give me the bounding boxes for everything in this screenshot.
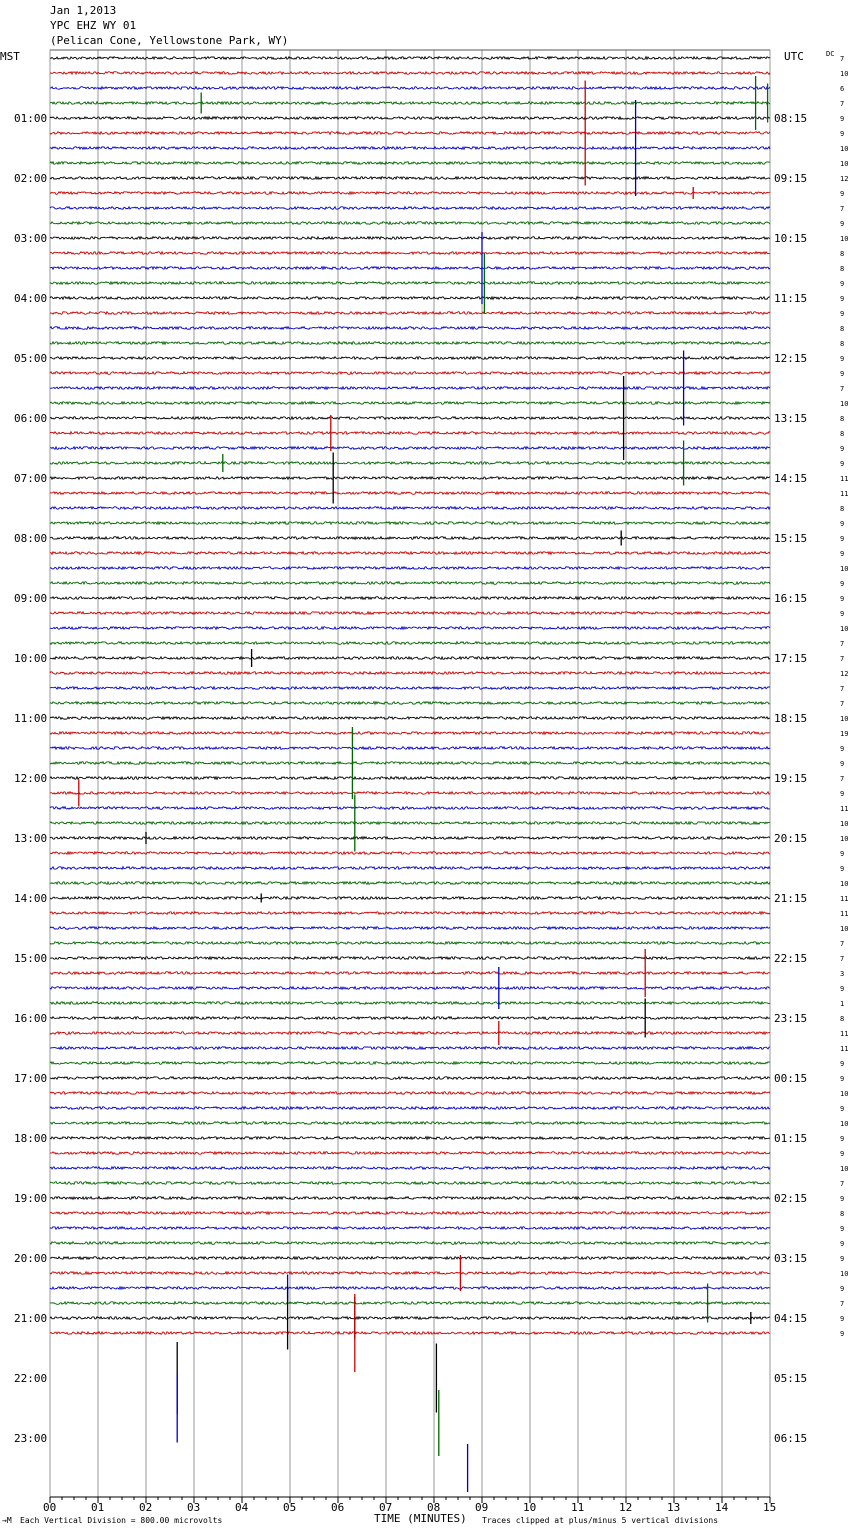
left-hour-label: 14:00 (14, 892, 48, 905)
right-hour-label: 15:15 (774, 532, 808, 545)
trace-42 (50, 687, 770, 690)
minute-gridlines (50, 50, 770, 1497)
right-hour-label: 05:15 (774, 1372, 808, 1385)
trace-8 (50, 177, 770, 180)
dc-offset-value: 9 (840, 1330, 845, 1338)
left-hour-label: 06:00 (14, 412, 48, 425)
x-tick-label: 02 (139, 1501, 153, 1514)
trace-53 (50, 852, 770, 855)
x-tick-label: 12 (619, 1501, 633, 1514)
trace-56 (50, 897, 770, 900)
dc-offset-value: 7 (840, 385, 845, 393)
trace-34 (50, 567, 770, 570)
dc-offset-value: 11 (840, 805, 849, 813)
trace-67 (50, 1062, 770, 1065)
left-hour-label: 11:00 (14, 712, 48, 725)
dc-offset-value: 10 (840, 1165, 849, 1173)
trace-82 (50, 1287, 770, 1290)
trace-43 (50, 702, 770, 705)
trace-33 (50, 552, 770, 555)
left-hour-label: 21:00 (14, 1312, 48, 1325)
x-tick-label: 00 (43, 1501, 57, 1514)
trace-35 (50, 582, 770, 585)
trace-23 (50, 402, 770, 405)
left-hour-label: 22:00 (14, 1372, 48, 1385)
trace-76 (50, 1197, 770, 1200)
right-hour-label: 03:15 (774, 1252, 808, 1265)
trace-3 (50, 102, 770, 105)
dc-offset-value: 10 (840, 835, 849, 843)
trace-6 (50, 147, 770, 150)
x-tick-label: 10 (523, 1501, 537, 1514)
trace-13 (50, 252, 770, 255)
dc-offset-value: 9 (840, 1105, 845, 1113)
trace-19 (50, 342, 770, 345)
dc-offset-value: 10 (840, 820, 849, 828)
dc-offset-value: 10 (840, 70, 849, 78)
x-tick-label: 14 (715, 1501, 729, 1514)
dc-offset-value: 9 (840, 595, 845, 603)
right-hour-label: 00:15 (774, 1072, 808, 1085)
dc-offset-value: 10 (840, 1120, 849, 1128)
left-hour-label: 08:00 (14, 532, 48, 545)
dc-offset-value: 8 (840, 430, 845, 438)
right-hour-label: 10:15 (774, 232, 808, 245)
dc-offset-value: 9 (840, 985, 845, 993)
dc-offset-value: 1 (840, 1000, 845, 1008)
trace-24 (50, 417, 770, 420)
dc-offset-value: 9 (840, 220, 845, 228)
trace-78 (50, 1227, 770, 1230)
dc-offset-value: 12 (840, 670, 849, 678)
dc-offset-value: 10 (840, 400, 849, 408)
dc-offset-value: 11 (840, 1030, 849, 1038)
dc-offset-value: 7 (840, 640, 845, 648)
trace-72 (50, 1137, 770, 1140)
left-hour-label: 18:00 (14, 1132, 48, 1145)
right-hour-label: 06:15 (774, 1432, 808, 1445)
dc-offset-value: 7 (840, 940, 845, 948)
dc-offset-value: 9 (840, 850, 845, 858)
dc-offset-value: 7 (840, 955, 845, 963)
trace-57 (50, 912, 770, 915)
x-tick-label: 04 (235, 1501, 249, 1514)
right-hour-label: 01:15 (774, 1132, 808, 1145)
right-hour-label: 19:15 (774, 772, 808, 785)
seismic-traces (50, 57, 770, 1492)
x-tick-label: 03 (187, 1501, 201, 1514)
dc-offset-value: 9 (840, 355, 845, 363)
left-hour-label: 10:00 (14, 652, 48, 665)
dc-offset-value: 9 (840, 370, 845, 378)
clip-note: Traces clipped at plus/minus 5 vertical divisions (482, 1516, 719, 1525)
x-tick-label: 06 (331, 1501, 345, 1514)
left-hour-label: 15:00 (14, 952, 48, 965)
footer-mark: →M (2, 1516, 12, 1525)
dc-offset-value: 9 (840, 190, 845, 198)
dc-offset-value: 8 (840, 1015, 845, 1023)
dc-offset-value: 10 (840, 145, 849, 153)
dc-offset-value: 7 (840, 55, 845, 63)
right-hour-label: 08:15 (774, 112, 808, 125)
dc-offset-value: 9 (840, 580, 845, 588)
dc-offset-value: 8 (840, 340, 845, 348)
trace-61 (50, 972, 770, 975)
dc-offset-value: 7 (840, 775, 845, 783)
trace-15 (50, 282, 770, 285)
trace-73 (50, 1152, 770, 1155)
trace-4 (50, 117, 770, 120)
dc-offset-value: 10 (840, 1270, 849, 1278)
dc-offset-value: 12 (840, 175, 849, 183)
right-hour-label: 18:15 (774, 712, 808, 725)
dc-offset-value: 11 (840, 1045, 849, 1053)
left-hour-label: 16:00 (14, 1012, 48, 1025)
left-hour-label: 09:00 (14, 592, 48, 605)
x-tick-label: 15 (763, 1501, 777, 1514)
trace-75 (50, 1182, 770, 1185)
dc-offset-value: 8 (840, 265, 845, 273)
trace-32 (50, 537, 770, 540)
x-tick-label: 01 (91, 1501, 105, 1514)
left-hour-label: 02:00 (14, 172, 48, 185)
x-tick-label: 08 (427, 1501, 441, 1514)
dc-offset-value: 9 (840, 460, 845, 468)
right-timezone-label: UTC (784, 50, 804, 63)
right-hour-label: 14:15 (774, 472, 808, 485)
left-hour-label: 19:00 (14, 1192, 48, 1205)
trace-10 (50, 207, 770, 210)
trace-58 (50, 927, 770, 930)
dc-offset-value: 9 (840, 115, 845, 123)
left-hour-label: 03:00 (14, 232, 48, 245)
dc-offset-column (840, 55, 848, 1338)
dc-offset-value: 8 (840, 325, 845, 333)
dc-offset-value: 11 (840, 490, 849, 498)
left-hour-label: 20:00 (14, 1252, 48, 1265)
dc-offset-value: 10 (840, 925, 849, 933)
trace-70 (50, 1107, 770, 1110)
right-hour-label: 17:15 (774, 652, 808, 665)
trace-17 (50, 312, 770, 315)
dc-offset-value: 10 (840, 880, 849, 888)
right-hour-label: 11:15 (774, 292, 808, 305)
dc-offset-value: 8 (840, 1210, 845, 1218)
dc-offset-value: 9 (840, 1195, 845, 1203)
dc-offset-value: 9 (840, 1255, 845, 1263)
trace-26 (50, 447, 770, 450)
dc-offset-value: 7 (840, 655, 845, 663)
trace-81 (50, 1272, 770, 1275)
dc-offset-value: 7 (840, 700, 845, 708)
trace-64 (50, 1017, 770, 1020)
trace-14 (50, 267, 770, 270)
trace-55 (50, 882, 770, 885)
dc-offset-value: 9 (840, 535, 845, 543)
dc-offset-value: 11 (840, 475, 849, 483)
dc-offset-value: 9 (840, 310, 845, 318)
right-hour-label: 13:15 (774, 412, 808, 425)
trace-40 (50, 657, 770, 660)
dc-offset-value: 9 (840, 1060, 845, 1068)
dc-label: DC (826, 50, 835, 58)
trace-48 (50, 777, 770, 780)
left-timezone-label: MST (0, 50, 20, 63)
trace-69 (50, 1092, 770, 1095)
dc-offset-value: 9 (840, 1075, 845, 1083)
dc-offset-value: 9 (840, 1285, 845, 1293)
trace-2 (50, 87, 770, 90)
dc-offset-value: 9 (840, 865, 845, 873)
scale-note: Each Vertical Division = 800.00 microvolts (20, 1516, 223, 1525)
trace-12 (50, 237, 770, 240)
dc-offset-value: 10 (840, 160, 849, 168)
dc-offset-value: 10 (840, 565, 849, 573)
trace-65 (50, 1032, 770, 1035)
trace-29 (50, 492, 770, 495)
trace-45 (50, 732, 770, 735)
dc-offset-value: 7 (840, 100, 845, 108)
trace-25 (50, 432, 770, 435)
dc-offset-value: 9 (840, 1225, 845, 1233)
dc-offset-value: 8 (840, 505, 845, 513)
trace-41 (50, 672, 770, 675)
trace-46 (50, 747, 770, 750)
dc-offset-value: 10 (840, 715, 849, 723)
dc-offset-value: 9 (840, 760, 845, 768)
dc-offset-value: 10 (840, 235, 849, 243)
dc-offset-value: 7 (840, 685, 845, 693)
station-location: (Pelican Cone, Yellowstone Park, WY) (50, 34, 289, 47)
trace-7 (50, 162, 770, 165)
trace-31 (50, 522, 770, 525)
right-hour-label: 16:15 (774, 592, 808, 605)
x-tick-label: 11 (571, 1501, 585, 1514)
dc-offset-value: 9 (840, 295, 845, 303)
trace-79 (50, 1242, 770, 1245)
dc-offset-value: 10 (840, 1090, 849, 1098)
dc-offset-value: 3 (840, 970, 845, 978)
trace-50 (50, 807, 770, 810)
trace-49 (50, 792, 770, 795)
right-hour-label: 04:15 (774, 1312, 808, 1325)
trace-52 (50, 837, 770, 840)
dc-offset-value: 9 (840, 130, 845, 138)
dc-offset-value: 9 (840, 1240, 845, 1248)
trace-80 (50, 1257, 770, 1260)
trace-16 (50, 297, 770, 300)
trace-39 (50, 642, 770, 645)
dc-offset-value: 7 (840, 1180, 845, 1188)
trace-83 (50, 1302, 770, 1305)
x-tick-label: 05 (283, 1501, 297, 1514)
left-hour-label: 05:00 (14, 352, 48, 365)
dc-offset-value: 8 (840, 250, 845, 258)
dc-offset-value: 11 (840, 910, 849, 918)
right-hour-label: 21:15 (774, 892, 808, 905)
dc-offset-value: 9 (840, 1135, 845, 1143)
right-hour-label: 02:15 (774, 1192, 808, 1205)
trace-22 (50, 387, 770, 390)
dc-offset-value: 9 (840, 445, 845, 453)
trace-28 (50, 477, 770, 480)
trace-60 (50, 957, 770, 960)
right-hour-label: 22:15 (774, 952, 808, 965)
trace-9 (50, 192, 770, 195)
dc-offset-value: 9 (840, 280, 845, 288)
trace-21 (50, 372, 770, 375)
trace-0 (50, 57, 770, 60)
trace-27 (50, 462, 770, 465)
trace-71 (50, 1122, 770, 1125)
left-hour-label: 13:00 (14, 832, 48, 845)
trace-62 (50, 987, 770, 990)
station-code: YPC EHZ WY 01 (50, 19, 137, 32)
trace-54 (50, 867, 770, 870)
dc-offset-value: 8 (840, 415, 845, 423)
trace-74 (50, 1167, 770, 1170)
trace-11 (50, 222, 770, 225)
dc-offset-value: 9 (840, 745, 845, 753)
dc-offset-value: 9 (840, 1150, 845, 1158)
x-axis-title: TIME (MINUTES) (374, 1512, 467, 1525)
trace-47 (50, 762, 770, 765)
trace-20 (50, 357, 770, 360)
left-hour-label: 23:00 (14, 1432, 48, 1445)
trace-77 (50, 1212, 770, 1215)
trace-38 (50, 627, 770, 630)
x-tick-label: 09 (475, 1501, 489, 1514)
dc-offset-value: 6 (840, 85, 845, 93)
left-hour-label: 01:00 (14, 112, 48, 125)
right-hour-label: 20:15 (774, 832, 808, 845)
trace-59 (50, 942, 770, 945)
trace-85 (50, 1332, 770, 1335)
trace-30 (50, 507, 770, 510)
trace-1 (50, 72, 770, 75)
trace-37 (50, 612, 770, 615)
dc-offset-value: 9 (840, 610, 845, 618)
trace-18 (50, 327, 770, 330)
x-tick-label: 07 (379, 1501, 393, 1514)
left-hour-label: 07:00 (14, 472, 48, 485)
right-hour-label: 12:15 (774, 352, 808, 365)
dc-offset-value: 19 (840, 730, 849, 738)
left-hour-label: 12:00 (14, 772, 48, 785)
right-hour-label: 23:15 (774, 1012, 808, 1025)
trace-66 (50, 1047, 770, 1050)
dc-offset-value: 9 (840, 1315, 845, 1323)
dc-offset-value: 11 (840, 895, 849, 903)
dc-offset-value: 9 (840, 790, 845, 798)
trace-44 (50, 717, 770, 720)
x-tick-label: 13 (667, 1501, 681, 1514)
trace-5 (50, 132, 770, 135)
trace-84 (50, 1317, 770, 1320)
dc-offset-value: 9 (840, 550, 845, 558)
left-hour-label: 17:00 (14, 1072, 48, 1085)
right-hour-label: 09:15 (774, 172, 808, 185)
dc-offset-value: 10 (840, 625, 849, 633)
chart-date: Jan 1,2013 (50, 4, 117, 17)
trace-63 (50, 1002, 770, 1005)
dc-offset-value: 7 (840, 205, 845, 213)
trace-68 (50, 1077, 770, 1080)
dc-offset-value: 9 (840, 520, 845, 528)
trace-36 (50, 597, 770, 600)
trace-51 (50, 822, 770, 825)
left-hour-label: 04:00 (14, 292, 48, 305)
dc-offset-value: 7 (840, 1300, 845, 1308)
